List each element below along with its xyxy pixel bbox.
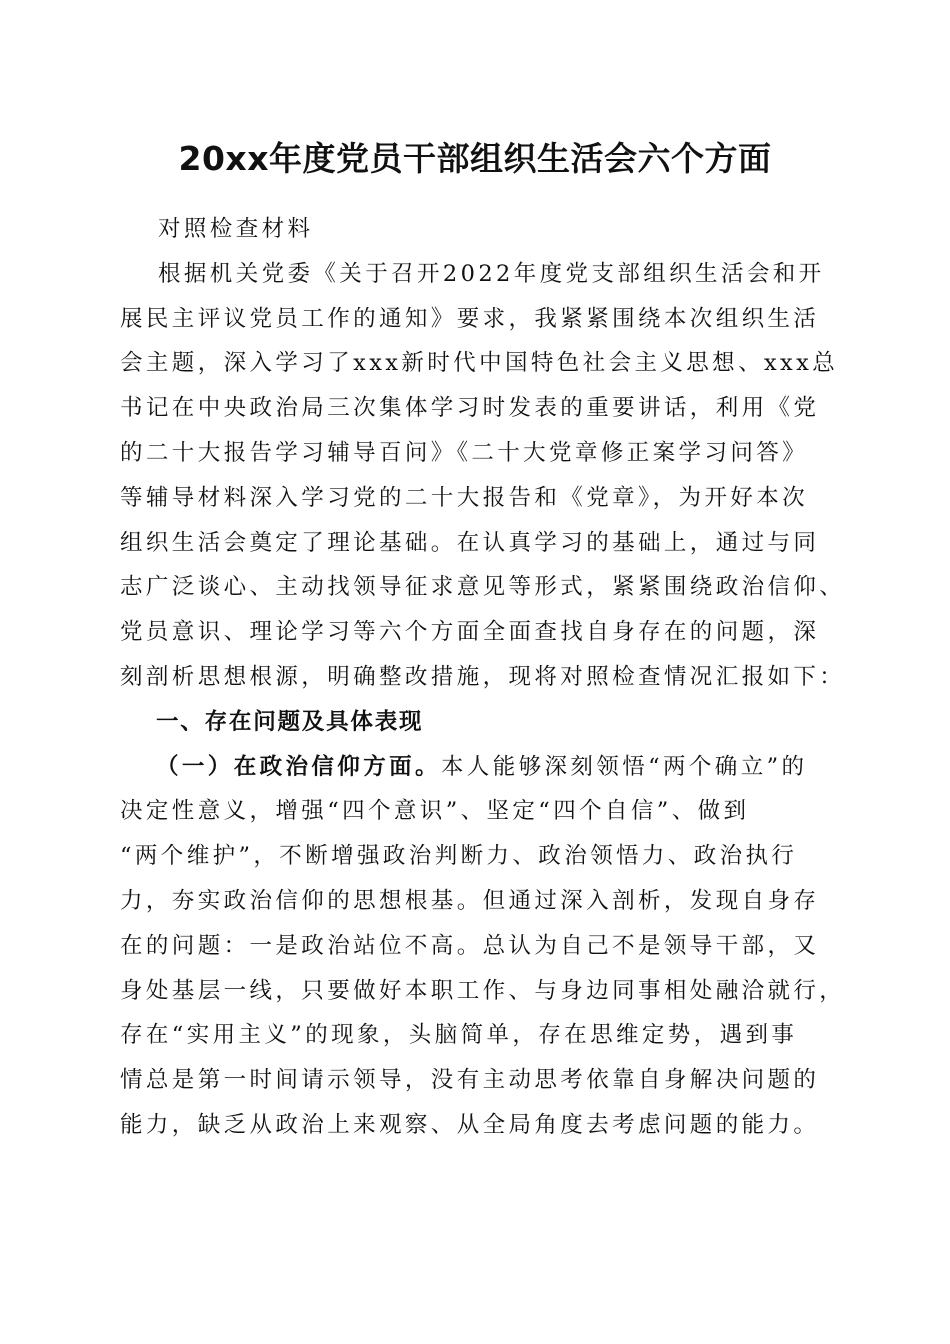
paragraph-line: 等辅导材料深入学习党的二十大报告和《党章》，为开好本次	[120, 484, 809, 511]
paragraph-line: 根据机关党委《关于召开2022年度党支部组织生活会和开	[158, 260, 825, 287]
paragraph-line: 的二十大报告学习辅导百问》《二十大党章修正案学习问答》	[120, 439, 809, 466]
paragraph-line: 志广泛谈心、主动找领导征求意见等形式，紧紧围绕政治信仰、	[120, 574, 846, 601]
subtitle-line: 对照检查材料	[158, 216, 314, 242]
paragraph-line: 存在“实用主义”的现象，头脑简单，存在思维定势，遇到事	[120, 1022, 798, 1049]
paragraph-line: 组织生活会奠定了理论基础。在认真学习的基础上，通过与同	[120, 529, 820, 556]
paragraph-line: 展民主评议党员工作的通知》要求，我紧紧围绕本次组织生活	[120, 305, 820, 332]
paragraph-line: 书记在中央政治局三次集体学习时发表的重要讲话，利用《党	[120, 395, 820, 422]
paragraph-line: 身处基层一线，只要做好本职工作、与身边同事相处融洽就行，	[120, 977, 846, 1004]
paragraph-line: 党员意识、理论学习等六个方面全面查找自身存在的问题，深	[120, 619, 820, 646]
paragraph-text: 本人能够深刻领悟“两个确立”的	[440, 753, 808, 780]
paragraph-line: “两个维护”，不断增强政治判断力、政治领悟力、政治执行	[120, 843, 798, 870]
document-body	[120, 207, 846, 1148]
document-title: 20xx年度党员干部组织生活会六个方面	[178, 139, 772, 178]
paragraph-line: 能力，缺乏从政治上来观察、从全局角度去考虑问题的能力。	[120, 1111, 820, 1138]
paragraph-line	[120, 745, 840, 790]
subsection-heading: （一）在政治信仰方面。	[156, 753, 441, 780]
paragraph-line: 会主题，深入学习了xxx新时代中国特色社会主义思想、xxx总	[120, 350, 839, 377]
paragraph-line: 在的问题：一是政治站位不高。总认为自己不是领导干部，又	[120, 932, 820, 959]
paragraph-line: 情总是第一时间请示领导，没有主动思考依靠自身解决问题的	[120, 1067, 820, 1094]
paragraph-line: 决定性意义，增强“四个意识”、坚定“四个自信”、做到	[120, 798, 750, 825]
paragraph-line: 力，夯实政治信仰的思想根基。但通过深入剖析，发现自身存	[120, 887, 820, 914]
paragraph-line: 刻剖析思想根源，明确整改措施，现将对照检查情况汇报如下：	[120, 663, 846, 690]
section-heading: 一、存在问题及具体表现	[156, 708, 424, 735]
